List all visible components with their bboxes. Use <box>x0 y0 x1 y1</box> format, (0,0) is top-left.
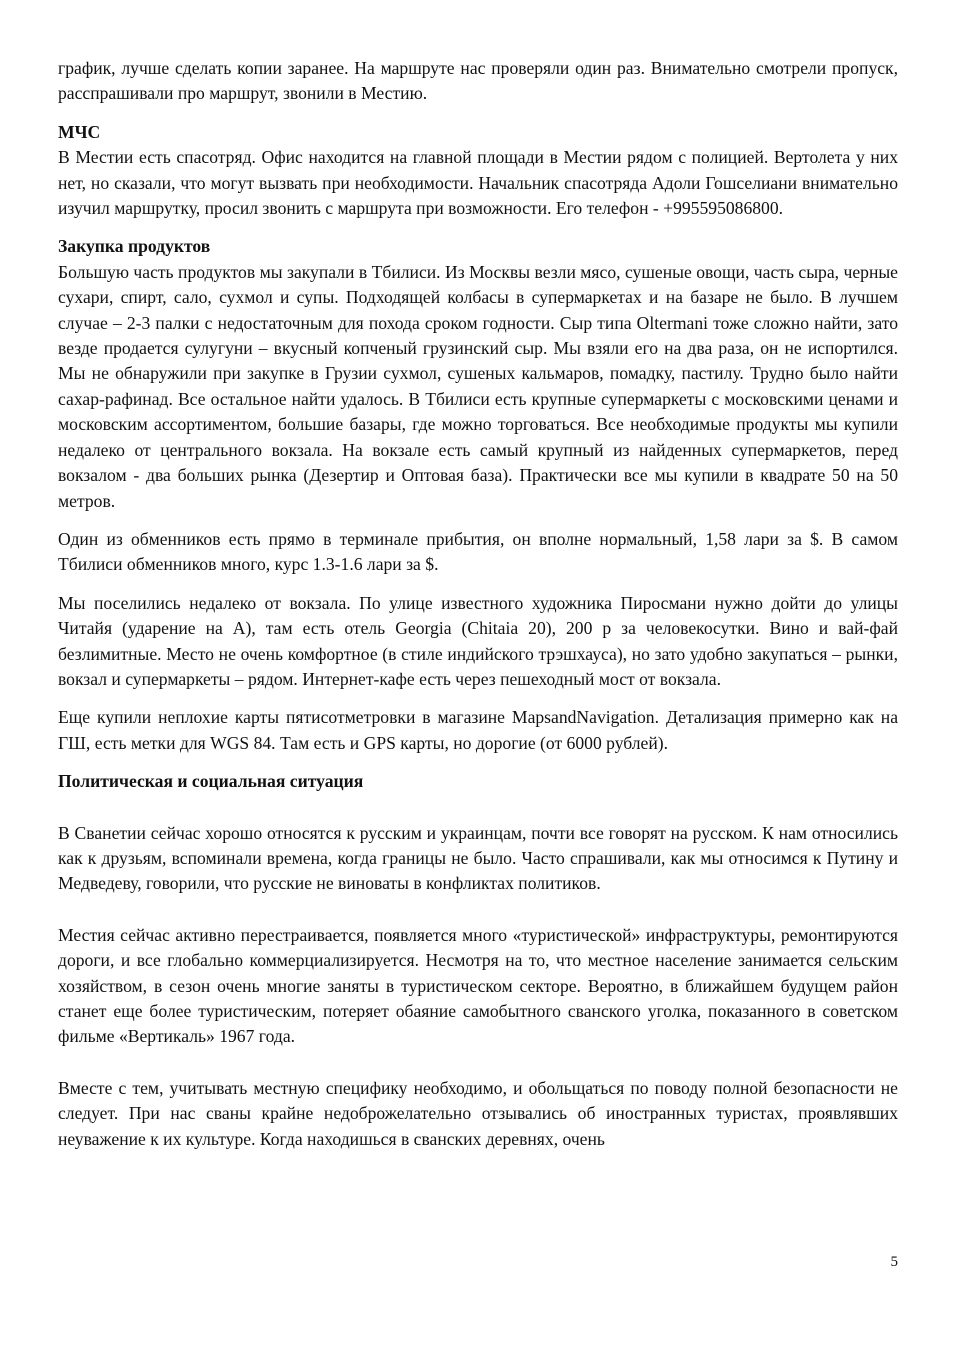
paragraph-mestia-development: Местия сейчас активно перестраивается, появляется много «туристической» инфраструктуры, ремонтируются дороги, и все глобально коммерциализируется. Несмотря на то, что местное население занимается сельским хозяйством, в сезон очень многие заняты в туристическом секторе. Вероятно, в ближайшем будущем район станет еще более туристическим, потеряет обаяние самобытного сванского уголка, показанного в советском фильме «Вертикаль» 1967 года. <box>58 924 898 1047</box>
page-number: 5 <box>890 1254 898 1270</box>
heading-political-situation: Политическая и социальная ситуация <box>58 771 364 792</box>
paragraph-currency-exchange: Один из обменников есть прямо в терминале прибытия, он вполне нормальный, 1,58 лари за $. В самом Тбилиси обменников много, курс 1.3-1.6 лари за $. <box>58 528 898 575</box>
continuation-paragraph: график, лучше сделать копии заранее. На маршруте нас проверяли один раз. Внимательно смотрели пропуск, расспрашивали про маршрут, звонили в Местию. <box>58 58 898 104</box>
paragraph-groceries: Большую часть продуктов мы закупали в Тбилиси. Из Москвы везли мясо, сушеные овощи, часть сыра, черные сухари, спирт, сало, сухмол и супы. Подходящей колбасы в супермаркетах и на базаре не было. В лучшем случае – 2-3 палки с недостаточным для похода сроком годности. Сыр типа Oltermani тоже сложно найти, зато везде продается сулугуни – вкусный копченый грузинский сыр. Мы взяли его на два раза, он не испортился. Мы не обнаружили при закупке в Грузии сухмол, сушеных кальмаров, помадку, пастилу. Трудно было найти сахар-рафинад. Все остальное найти удалось. В Тбилиси есть крупные супермаркеты с московскими ценами и московским ассортиментом, большие базары, где можно торговаться. Все необходимые продукты мы купили недалеко от центрального вокзала. На вокзале есть самый крупный из найденных супермаркетов, перед вокзалом - два больших рынка (Дезертир и Оптовая база). Практически все мы купили в квадрате 50 на 50 метров. <box>58 261 898 511</box>
heading-groceries: Закупка продуктов <box>58 236 211 257</box>
paragraph-maps: Еще купили неплохие карты пятисотметровки в магазине MapsandNavigation. Детализация примерно как на ГШ, есть метки для WGS 84. Там есть и GPS карты, но дорогие (от 6000 рублей). <box>58 707 898 753</box>
paragraph-hotel: Мы поселились недалеко от вокзала. По улице известного художника Пиросмани нужно дойти до улицы Читайя (ударение на А), там есть отель Georgia (Chitaia 20), 200 р за человекосутки. Вино и вай-фай безлимитные. Место не очень комфортное (в стиле индийского трэшхауса), но зато удобно закупаться – рынки, вокзал и супермаркеты – рядом. Интернет-кафе есть через пешеходный мост от вокзала. <box>58 592 898 689</box>
paragraph-rescue-team: В Местии есть спасотряд. Офис находится на главной площади в Местии рядом с полицией. Вертолета у них нет, но сказали, что могут вызвать при необходимости. Начальник спасотряда Адоли Гошселиани внимательно изучил маршрутку, просил звонить с маршрута при возможности. Его телефон - +995595086800. <box>58 147 898 219</box>
document-page <box>58 56 898 1152</box>
paragraph-local-specifics: Вместе с тем, учитывать местную специфику необходимо, и обольщаться по поводу полной безопасности не следует. При нас сваны крайне недоброжелательно отзывались об иностранных туристах, проявлявших неуважение к их культуре. Когда находишься в сванских деревнях, очень <box>58 1077 898 1149</box>
heading-mchs: МЧС <box>58 121 101 142</box>
paragraph-attitude: В Сванетии сейчас хорошо относятся к русским и украинцам, почти все говорят на русском. К нам относились как к друзьям, вспоминали времена, когда границы не было. Часто спрашивали, как мы относимся к Путину и Медведеву, говорили, что русские не виноваты в конфликтах политиков. <box>58 822 898 894</box>
